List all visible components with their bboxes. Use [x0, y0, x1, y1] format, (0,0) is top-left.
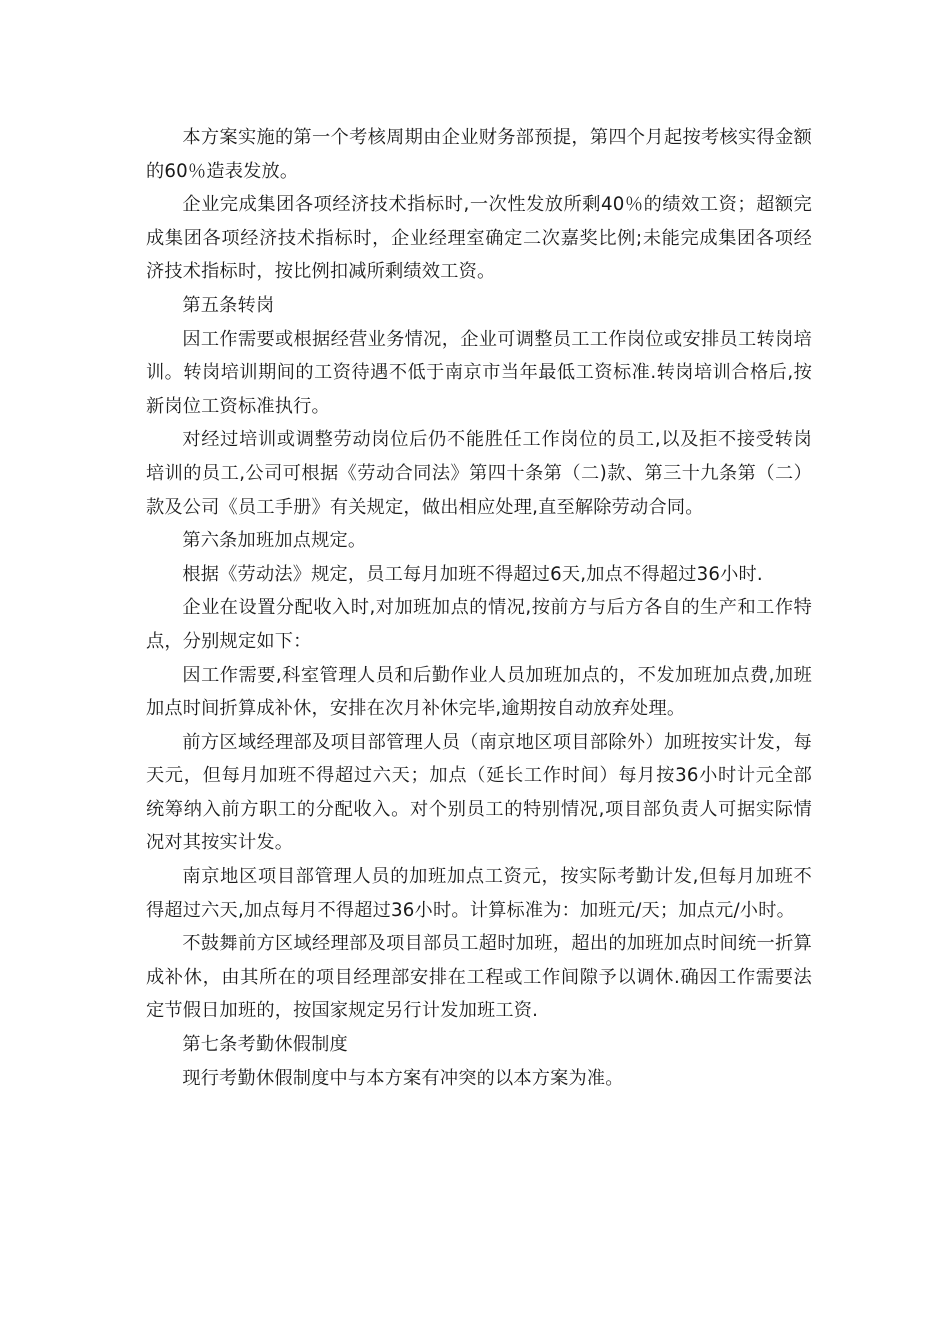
paragraph-nanjing-overtime: 南京地区项目部管理人员的加班加点工资元，按实际考勤计发,但每月加班不得超过六天,加点每月不得超过36小时。计算标准为：加班元/天；加点元/小时。	[146, 866, 812, 921]
article-5-heading: 第五条转岗	[182, 294, 275, 316]
paragraph-unfit-employees: 对经过培训或调整劳动岗位后仍不能胜任工作岗位的员工,以及拒不接受转岗培训的员工,公司可根据《劳动合同法》第四十条第（二)款、第三十九条第（二）款及公司《员工手册》有关规定，做出相应处理,直至解除劳动合同。	[146, 429, 812, 518]
paragraph-overtime-rules-intro: 企业在设置分配收入时,对加班加点的情况,按前方与后方各自的生产和工作特点，分别规定如下：	[146, 597, 812, 652]
document-body	[146, 121, 812, 1095]
paragraph-labor-law-limit: 根据《劳动法》规定，员工每月加班不得超过6天,加点不得超过36小时.	[182, 563, 763, 585]
paragraph-excess-overtime: 不鼓舞前方区域经理部及项目部员工超时加班，超出的加班加点时间统一折算成补休，由其所在的项目经理部安排在工程或工作间隙予以调休.确因工作需要法定节假日加班的，按国家规定另行计发加班工资.	[146, 933, 812, 1022]
paragraph-office-staff-overtime: 因工作需要,科室管理人员和后勤作业人员加班加点的，不发加班加点费,加班加点时间折算成补休，安排在次月补休完毕,逾期按自动放弃处理。	[146, 664, 812, 720]
paragraph-attendance-precedence: 现行考勤休假制度中与本方案有冲突的以本方案为准。	[182, 1067, 624, 1089]
paragraph-first-period: 本方案实施的第一个考核周期由企业财务部预提，第四个月起按考核实得金额的60％造表发放。	[146, 127, 812, 182]
article-6-heading: 第六条加班加点规定。	[182, 530, 367, 552]
paragraph-transfer-training: 因工作需要或根据经营业务情况，企业可调整员工工作岗位或安排员工转岗培训。转岗培训期间的工资待遇不低于南京市当年最低工资标准.转岗培训合格后,按新岗位工资标准执行。	[146, 328, 812, 417]
article-7-heading: 第七条考勤休假制度	[182, 1034, 348, 1056]
paragraph-performance-pay: 企业完成集团各项经济技术指标时,一次性发放所剩40％的绩效工资；超额完成集团各项经济技术指标时，企业经理室确定二次嘉奖比例;未能完成集团各项经济技术指标时，按比例扣减所剩绩效工资。	[146, 194, 812, 283]
paragraph-front-line-overtime: 前方区域经理部及项目部管理人员（南京地区项目部除外）加班按实计发，每天元，但每月加班不得超过六天；加点（延长工作时间）每月按36小时计元全部统筹纳入前方职工的分配收入。对个别员工的特别情况,项目部负责人可据实际情况对其按实计发。	[146, 731, 812, 854]
